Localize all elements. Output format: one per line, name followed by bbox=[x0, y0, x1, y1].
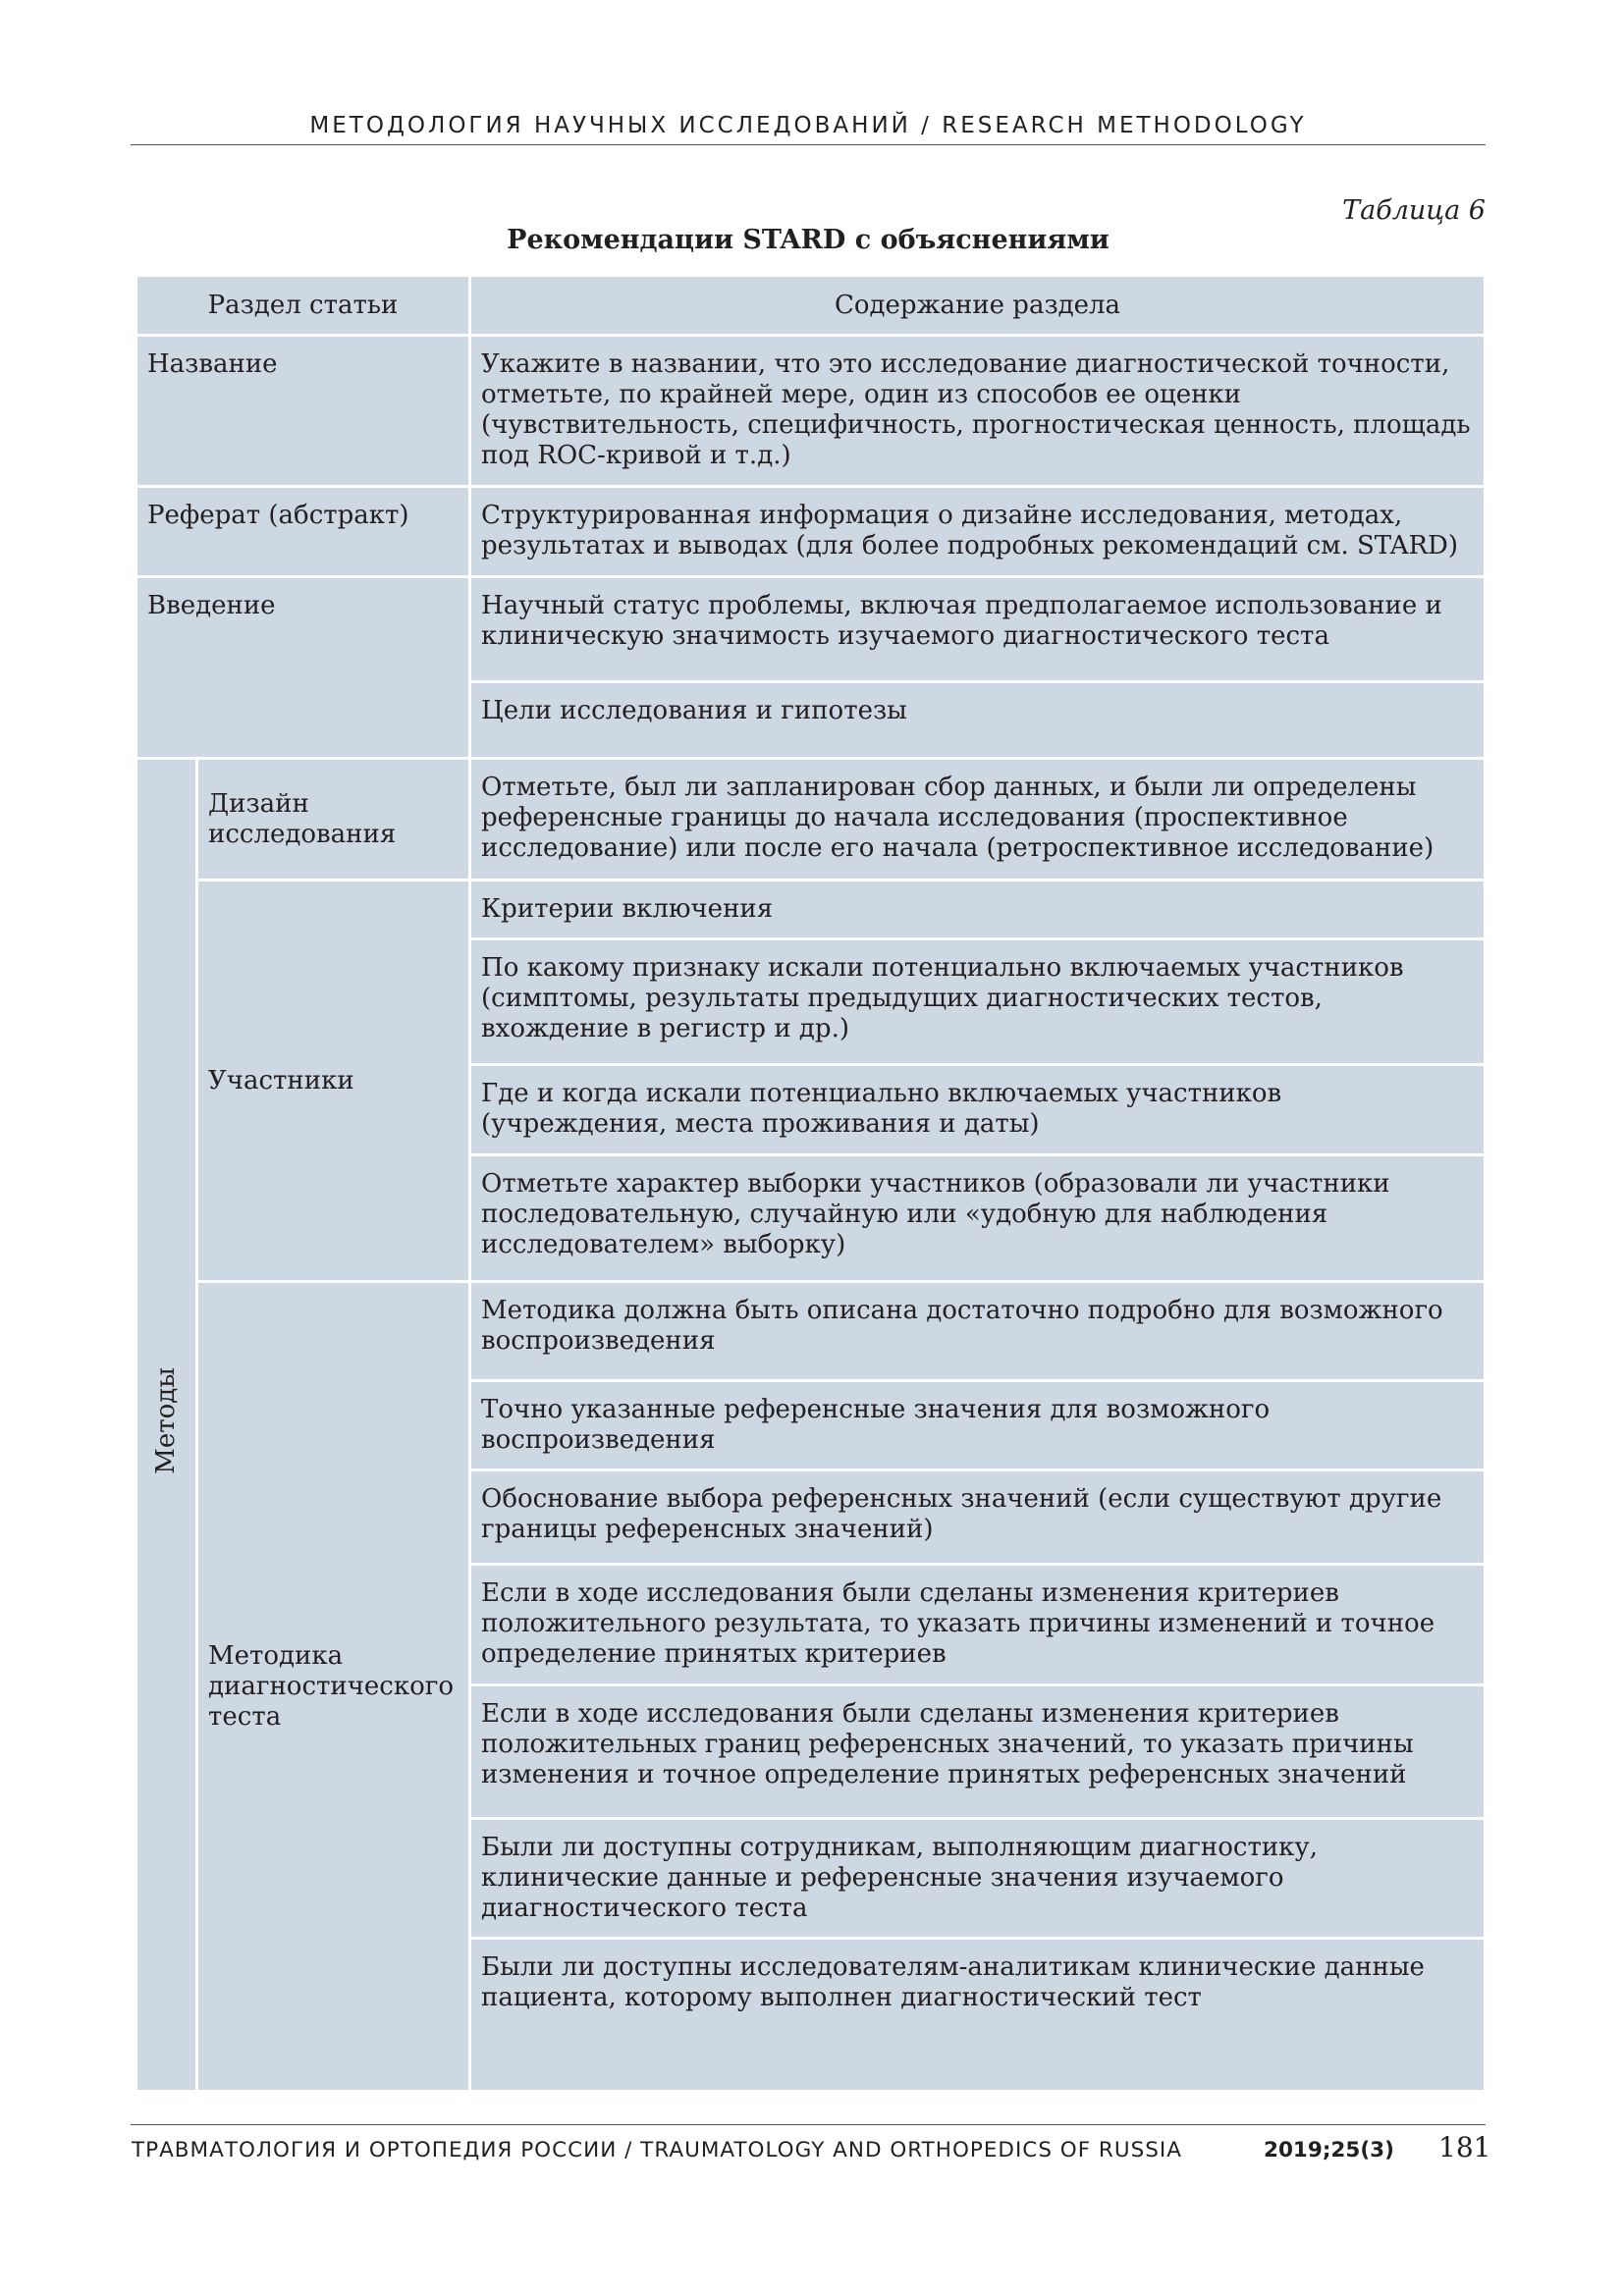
section-label: Название bbox=[147, 349, 278, 379]
content-text: Критерии включения bbox=[481, 894, 774, 924]
content-text: Научный статус проблемы, включая предполагаемое использование и клиническую значимость изучаемого диагностического теста bbox=[481, 591, 1442, 651]
content-cell bbox=[470, 1685, 1486, 1819]
subsection-label: Методика диагностического теста bbox=[208, 1640, 455, 1732]
content-cell bbox=[470, 939, 1486, 1065]
subsection-cell bbox=[197, 1282, 470, 2092]
content-cell bbox=[470, 1470, 1486, 1565]
content-cell bbox=[470, 1819, 1486, 1939]
section-cell-methods bbox=[136, 759, 197, 2092]
page-number: 181 bbox=[1438, 2131, 1491, 2163]
content-text: Цели исследования и гипотезы bbox=[481, 696, 907, 725]
subsection-label: Участники bbox=[208, 1065, 354, 1095]
content-cell bbox=[470, 336, 1486, 487]
table-header-row bbox=[136, 276, 1486, 336]
section-label: Реферат (абстракт) bbox=[147, 501, 409, 530]
content-text: По какому признаку искали потенциально включаемых участников (симптомы, результаты предыдущих диагностических тестов, вхождение в регистр и др.) bbox=[481, 953, 1404, 1043]
content-text: Были ли доступны сотрудникам, выполняющим диагностику, клинические данные и референсные значения изучаемого диагностического теста bbox=[481, 1833, 1318, 1923]
subsection-cell bbox=[197, 759, 470, 881]
content-text: Точно указанные референсные значения для возможного воспроизведения bbox=[481, 1395, 1271, 1455]
content-cell bbox=[470, 1565, 1486, 1685]
table-row bbox=[136, 336, 1486, 487]
content-text: Отметьте характер выборки участников (образовали ли участники последовательную, случайную или «удобную для наблюдения исследователем» выборку) bbox=[481, 1169, 1390, 1259]
content-text: Обоснование выбора референсных значений (если существуют другие границы референсных значений) bbox=[481, 1484, 1442, 1544]
section-label: Введение bbox=[147, 591, 276, 620]
content-cell bbox=[470, 577, 1486, 682]
col-header-section: Раздел статьи bbox=[136, 276, 470, 336]
table-row bbox=[136, 881, 1486, 939]
section-cell bbox=[136, 577, 470, 759]
footer-issue: 2019;25(3) bbox=[1264, 2138, 1394, 2163]
content-text: Методика должна быть описана достаточно подробно для возможного воспроизведения bbox=[481, 1296, 1443, 1356]
running-header: МЕТОДОЛОГИЯ НАУЧНЫХ ИССЛЕДОВАНИЙ / RESEARCH METHODOLOGY bbox=[309, 113, 1307, 138]
content-cell bbox=[470, 759, 1486, 881]
subsection-label: Дизайн исследования bbox=[208, 788, 397, 849]
content-text: Отметьте, был ли запланирован сбор данных, и были ли определены референсные границы до начала исследования (проспективное исследование) или после его начала (ретроспективное исследование) bbox=[481, 773, 1435, 863]
content-cell bbox=[470, 1065, 1486, 1155]
section-cell bbox=[136, 336, 470, 487]
subsection-cell bbox=[197, 881, 470, 1282]
content-text: Если в ходе исследования были сделаны изменения критериев положительных границ референсных значений, то указать причины изменения и точное определение принятых референсных значений bbox=[481, 1699, 1414, 1789]
content-cell bbox=[470, 1939, 1486, 2092]
section-cell bbox=[136, 487, 470, 577]
content-text: Структурированная информация о дизайне исследования, методах, результатах и выводах (для более подробных рекомендаций см. STARD) bbox=[481, 501, 1459, 561]
col-header-content: Содержание раздела bbox=[470, 276, 1486, 336]
footer-journal-name: ТРАВМАТОЛОГИЯ И ОРТОПЕДИЯ РОССИИ / TRAUMATOLOGY AND ORTHOPEDICS OF RUSSIA bbox=[132, 2138, 1182, 2163]
content-cell bbox=[470, 1155, 1486, 1282]
table-row bbox=[136, 487, 1486, 577]
content-cell bbox=[470, 881, 1486, 939]
content-text: Укажите в названии, что это исследование диагностической точности, отметьте, по крайней мере, один из способов ее оценки (чувствительность, специфичность, прогностическая ценность, площадь под ROC-кривой и т.д.) bbox=[481, 349, 1471, 470]
content-cell bbox=[470, 682, 1486, 759]
table-row bbox=[136, 759, 1486, 881]
section-label-methods: Методы bbox=[151, 1367, 181, 1474]
table-title: Рекомендации STARD с объяснениями bbox=[507, 225, 1110, 255]
stard-table bbox=[135, 274, 1487, 2093]
content-cell bbox=[470, 1381, 1486, 1470]
table-row bbox=[136, 577, 1486, 682]
header-rule bbox=[131, 144, 1486, 145]
content-text: Если в ходе исследования были сделаны изменения критериев положительного результата, то указать причины изменений и точное определение принятых критериев bbox=[481, 1578, 1435, 1669]
table-number: Таблица 6 bbox=[1342, 195, 1486, 226]
footer-rule bbox=[131, 2124, 1486, 2125]
content-text: Были ли доступны исследователям-аналитикам клинические данные пациента, которому выполнен диагностический тест bbox=[481, 1952, 1425, 2012]
table-row bbox=[136, 1282, 1486, 1381]
content-cell bbox=[470, 487, 1486, 577]
content-cell bbox=[470, 1282, 1486, 1381]
content-text: Где и когда искали потенциально включаемых участников (учреждения, места проживания и даты) bbox=[481, 1079, 1282, 1139]
